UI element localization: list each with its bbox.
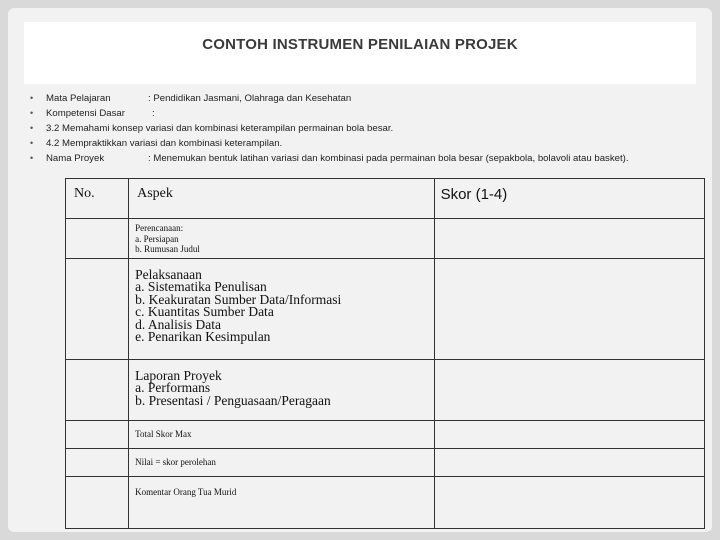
no-cell	[66, 219, 129, 259]
no-cell	[66, 360, 129, 421]
aspek-line: d. Analisis Data	[135, 316, 221, 332]
aspek-line: b. Keakuratan Sumber Data/Informasi	[135, 291, 342, 307]
table-header-row	[66, 179, 705, 219]
info-label: Kompetensi Dasar	[46, 108, 125, 119]
bullet-icon: •	[30, 153, 34, 163]
skor-cell	[434, 477, 704, 529]
bullet-icon: •	[30, 138, 34, 148]
header-no: No.	[66, 179, 129, 219]
no-cell	[66, 259, 129, 360]
no-cell	[66, 477, 129, 529]
bullet-icon: •	[30, 93, 34, 103]
aspek-line: a. Persiapan	[135, 233, 179, 244]
table-row	[66, 360, 705, 421]
komentar-cell: Komentar Orang Tua Murid	[129, 477, 434, 529]
no-cell	[66, 449, 129, 477]
aspek-line: Perencanaan:	[135, 223, 184, 233]
aspek-cell-perencanaan	[129, 219, 434, 259]
aspek-line: c. Kuantitas Sumber Data	[135, 304, 274, 320]
aspek-line: Pelaksanaan	[135, 267, 202, 282]
assessment-table	[65, 178, 705, 529]
info-value: : Pendidikan Jasmani, Olahraga dan Kesehatan	[148, 93, 352, 104]
aspek-line: a. Sistematika Penulisan	[135, 279, 267, 295]
info-value: :	[152, 108, 155, 119]
bullet-icon: •	[30, 123, 34, 133]
aspek-cell-laporan	[129, 360, 434, 421]
info-value: : Menemukan bentuk latihan variasi dan kombinasi pada permainan bola besar (sepakbola, bolavoli atau basket).	[148, 153, 629, 164]
aspek-cell-pelaksanaan	[129, 259, 434, 360]
skor-cell	[434, 449, 704, 477]
table-row	[66, 421, 705, 449]
skor-cell	[434, 259, 704, 360]
aspek-line: a. Performans	[135, 380, 211, 396]
aspek-line: b. Rumusan Judul	[135, 244, 200, 254]
header-skor: Skor (1-4)	[434, 179, 704, 219]
info-label: Mata Pelajaran	[46, 93, 111, 104]
total-skor-cell: Total Skor Max	[129, 421, 434, 449]
skor-cell	[434, 360, 704, 421]
info-label: Nama Proyek	[46, 153, 105, 164]
info-label: 3.2 Memahami konsep variasi dan kombinasi keterampilan permainan bola besar.	[46, 123, 394, 134]
aspek-line: e. Penarikan Kesimpulan	[135, 329, 271, 345]
info-label: 4.2 Mempraktikkan variasi dan kombinasi keterampilan.	[46, 138, 283, 149]
table-row	[66, 449, 705, 477]
aspek-line: b. Presentasi / Penguasaan/Peragaan	[135, 392, 331, 408]
table-row	[66, 259, 705, 360]
aspek-line: Laporan Proyek	[135, 368, 222, 383]
table-row	[66, 219, 705, 259]
table-row	[66, 477, 705, 529]
header-aspek: Aspek	[129, 179, 434, 219]
bullet-icon: •	[30, 108, 34, 118]
no-cell	[66, 421, 129, 449]
skor-cell	[434, 421, 704, 449]
skor-cell	[434, 219, 704, 259]
nilai-cell: Nilai = skor perolehan	[129, 449, 434, 477]
page-title: CONTOH INSTRUMEN PENILAIAN PROJEK	[202, 36, 518, 53]
title-bar	[24, 22, 696, 84]
